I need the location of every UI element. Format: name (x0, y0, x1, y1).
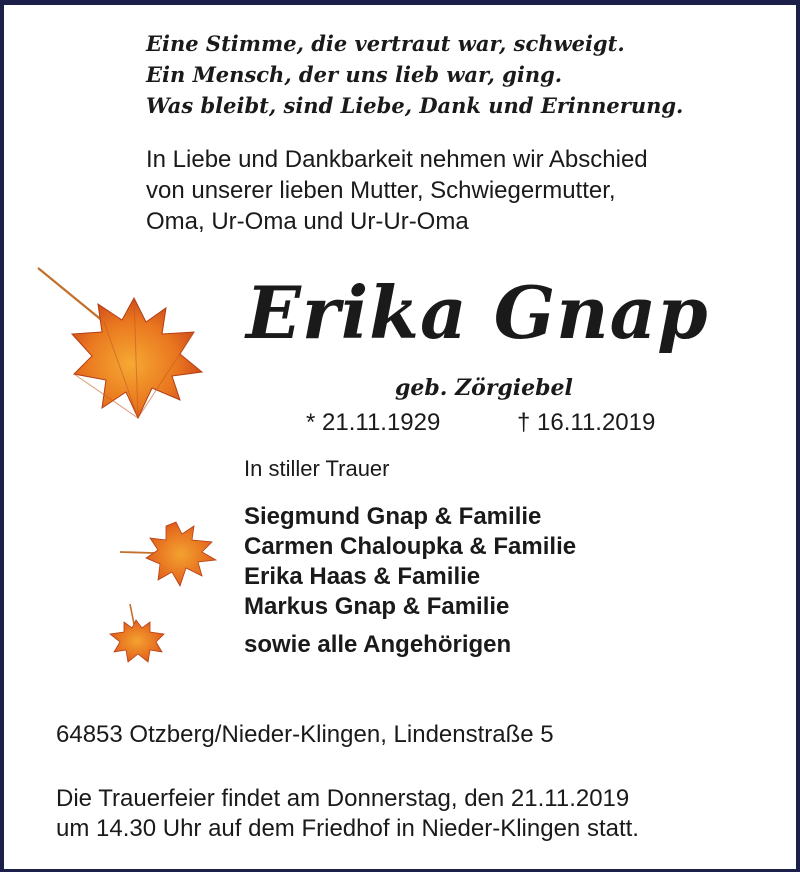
family-entry: Erika Haas & Familie (244, 563, 481, 590)
family-entry: Siegmund Gnap & Familie (244, 503, 542, 530)
poem-line: Eine Stimme, die vertraut war, schweigt. (146, 31, 625, 56)
intro-line: In Liebe und Dankbarkeit nehmen wir Abschied (146, 146, 648, 173)
death-date: † 16.11.2019 (517, 409, 656, 436)
deceased-name: Erika Gnap (246, 270, 709, 355)
maiden-name: geb. Zörgiebel (395, 375, 573, 401)
family-entry: Markus Gnap & Familie (244, 593, 510, 620)
ceremony-notice (56, 784, 639, 844)
maple-leaf-icon (108, 602, 168, 668)
maple-leaf-icon (34, 262, 214, 432)
family-entry: Carmen Chaloupka & Familie (244, 533, 577, 560)
ceremony-line: Die Trauerfeier findet am Donnerstag, den 21.11.2019 (56, 785, 630, 812)
relatives-line: sowie alle Angehörigen (244, 631, 512, 658)
maple-leaf-icon (118, 518, 222, 590)
poem-line: Was bleibt, sind Liebe, Dank und Erinnerung. (146, 93, 684, 118)
address: 64853 Otzberg/Nieder-Klingen, Lindenstraße 5 (56, 721, 554, 748)
intro-text (146, 144, 648, 237)
poem-line: Ein Mensch, der uns lieb war, ging. (146, 62, 563, 87)
intro-line: von unserer lieben Mutter, Schwiegermutter, (146, 177, 616, 204)
mourning-heading: In stiller Trauer (244, 456, 390, 481)
intro-line: Oma, Ur-Oma und Ur-Ur-Oma (146, 208, 469, 235)
poem (146, 28, 683, 121)
birth-date: * 21.11.1929 (306, 409, 441, 436)
ceremony-line: um 14.30 Uhr auf dem Friedhof in Nieder-Klingen statt. (56, 815, 639, 842)
family-list (244, 502, 576, 622)
